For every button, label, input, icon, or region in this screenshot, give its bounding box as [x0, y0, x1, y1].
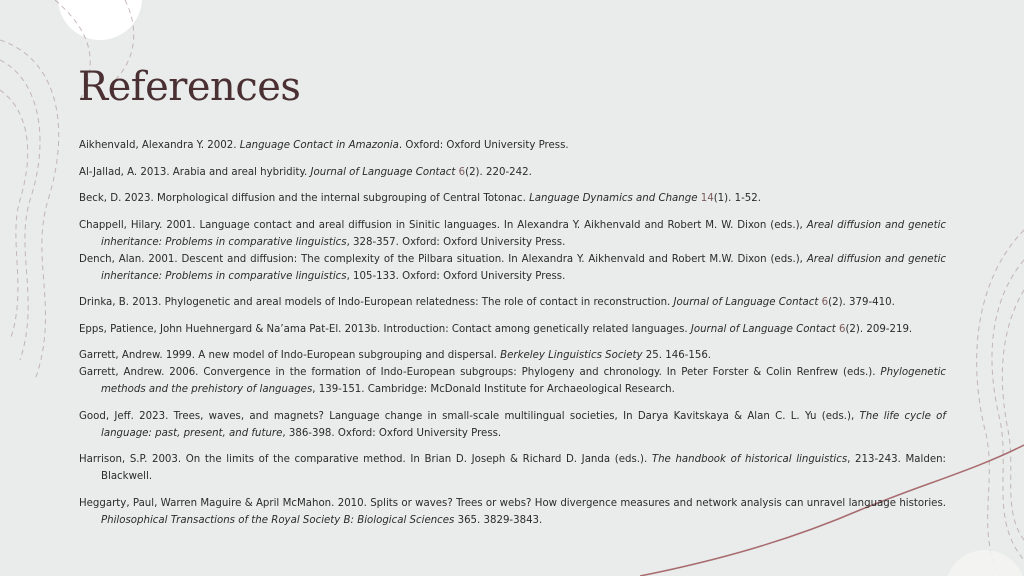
reference-item: Epps, Patience, John Huehnergard & Na’ama Pat-El. 2013b. Introduction: Contact among genetically related languages. Journal of Language Contact 6(2). 209-219.	[79, 323, 913, 335]
reference-item: Aikhenvald, Alexandra Y. 2002. Language Contact in Amazonia. Oxford: Oxford University Press.	[79, 140, 569, 151]
reference-item: Harrison, S.P. 2003. On the limits of the comparative method. In Brian D. Joseph & Richard D. Janda (eds.). The handbook of historical linguistics, 213-243. Malden: Blackwell.	[79, 454, 946, 482]
reference-item: Drinka, B. 2013. Phylogenetic and areal models of Indo-European relatedness: The role of contact in reconstruction. Journal of Language Contact 6(2). 379-410.	[79, 297, 895, 308]
top-circle-decoration	[58, 0, 142, 40]
reference-item: Garrett, Andrew. 1999. A new model of Indo-European subgrouping and dispersal. Berkeley Linguistics Society 25. 146-156.	[79, 350, 712, 361]
reference-item: Al-Jallad, A. 2013. Arabia and areal hybridity. Journal of Language Contact 6(2). 220-242.	[79, 166, 532, 178]
reference-item: Heggarty, Paul, Warren Maguire & April McMahon. 2010. Splits or waves? Trees or webs? How divergence measures and network analysis can unravel language histories. Philosophical Transactions of the Royal Society B: Biological Sciences 365. 3829-3843.	[79, 497, 946, 526]
reference-item: Beck, D. 2023. Morphological diffusion and the internal subgrouping of Central Totonac. Language Dynamics and Change 14(1). 1-52.	[79, 193, 761, 204]
reference-item: Good, Jeff. 2023. Trees, waves, and magnets? Language change in small-scale multilingual societies, In Darya Kavitskaya & Alan C. L. Yu (eds.), The life cycle of language: past, present, and future, 386-398. Oxford: Oxford University Press.	[79, 410, 946, 439]
slide-title: References	[78, 64, 301, 110]
reference-item: Chappell, Hilary. 2001. Language contact and areal diffusion in Sinitic languages. In Alexandra Y. Aikhenvald and Robert M. W. Dixon (eds.), Areal diffusion and genetic inheritance: Problems in comparative linguistics, 328-357. Oxford: Oxford University Press.	[79, 219, 947, 248]
reference-item: Dench, Alan. 2001. Descent and diffusion: The complexity of the Pilbara situation. In Alexandra Y. Aikhenvald and Robert M.W. Dixon (eds.), Areal diffusion and genetic inheritance: Problems in comparative linguistics, 105-133. Oxford: Oxford University Press.	[79, 253, 947, 282]
reference-list	[79, 137, 946, 529]
reference-item: Garrett, Andrew. 2006. Convergence in the formation of Indo-European subgroups: Phylogeny and chronology. In Peter Forster & Colin Renfrew (eds.). Phylogenetic methods and the prehistory of languages, 139-151. Cambridge: McDonald Institute for Archaeological Research.	[79, 367, 946, 395]
bottom-right-circle-decoration	[945, 550, 1024, 576]
right-contour-lines	[977, 230, 1024, 576]
